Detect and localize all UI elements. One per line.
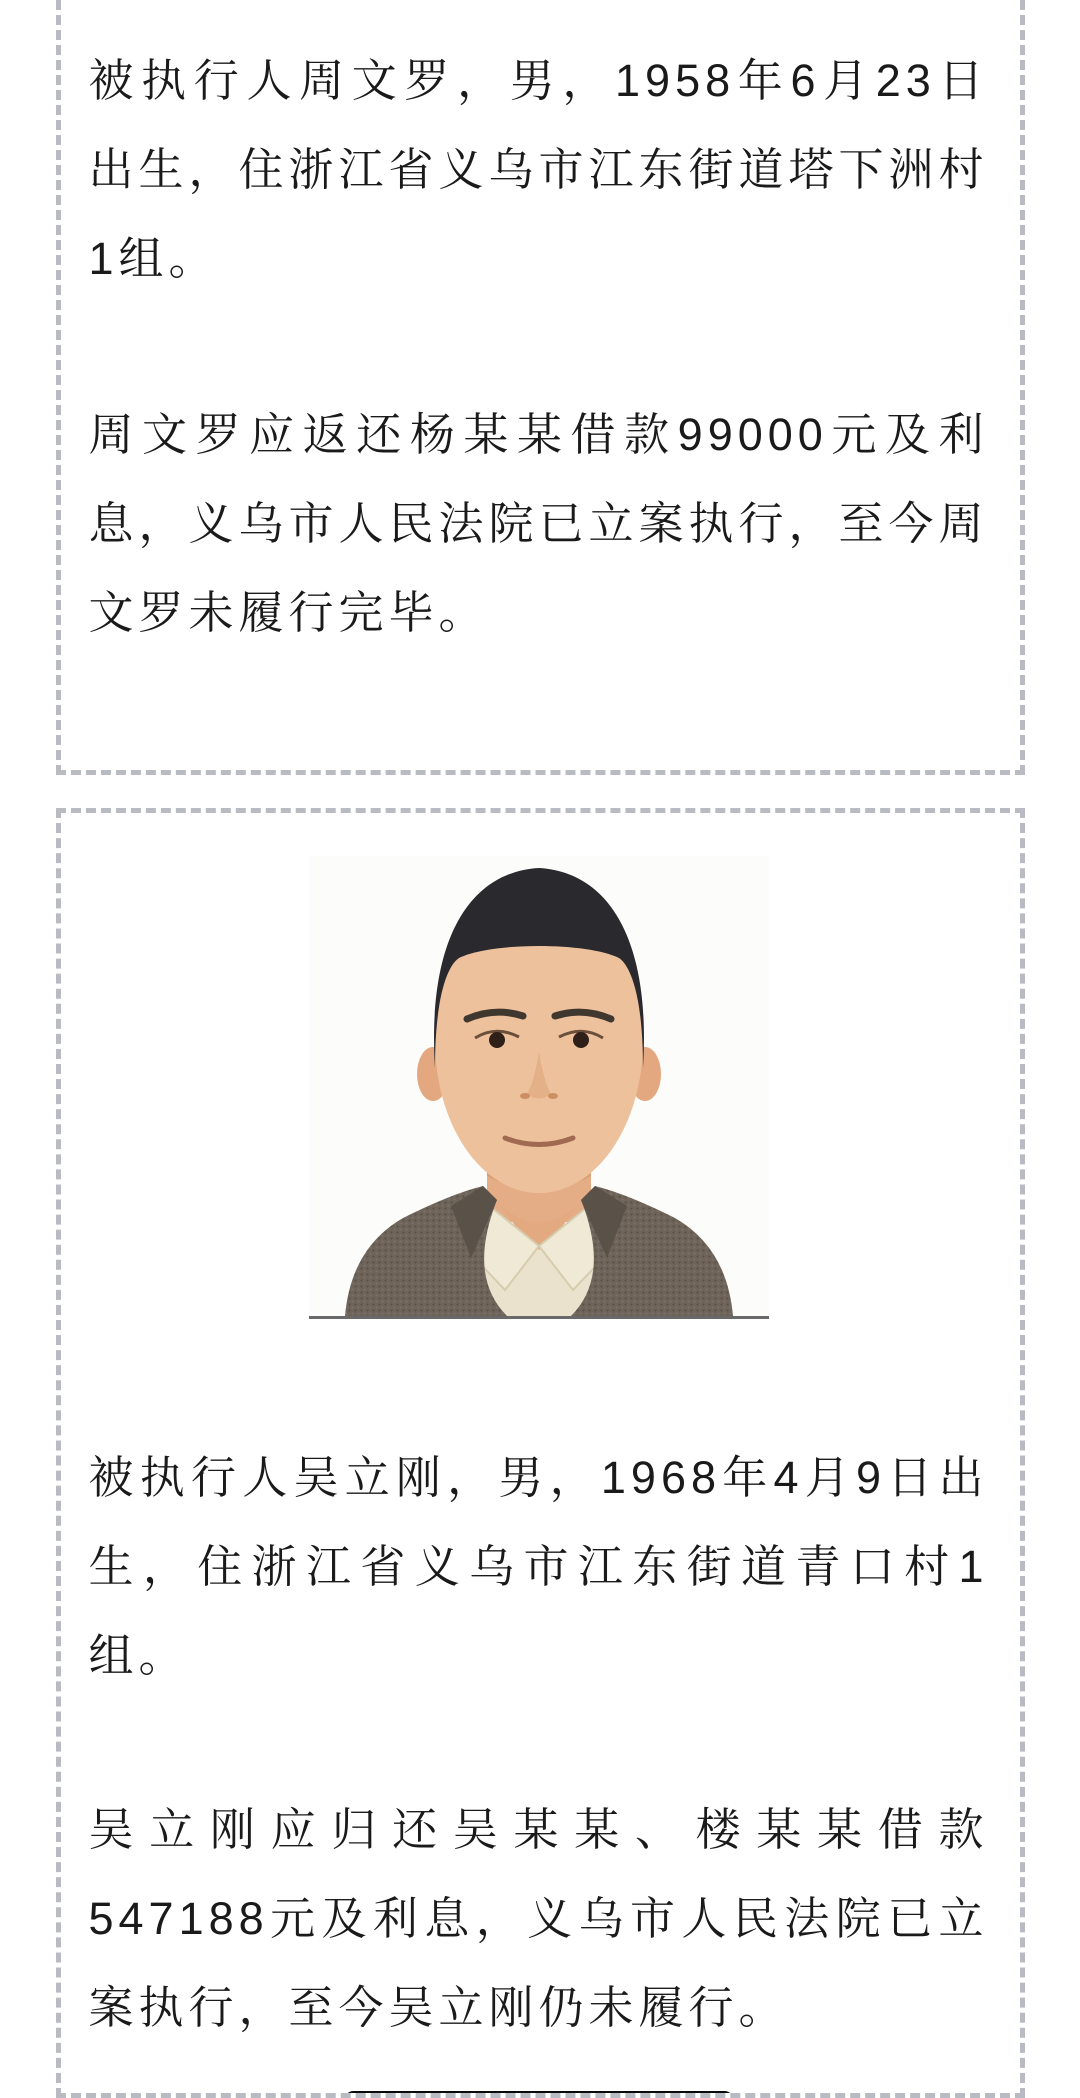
portrait-photo — [309, 856, 769, 1316]
case-info-paragraph: 吴立刚应归还吴某某、楼某某借款547188元及利息，义乌市人民法院已立案执行，至今吴立刚仍未履行。 — [88, 1804, 989, 2033]
notice-section-zhou — [56, 0, 1025, 775]
notice-section-wu — [56, 808, 1025, 2098]
case-info-paragraph: 周文罗应返还杨某某借款99000元及利息，义乌市人民法院已立案执行，至今周文罗未履行完毕。 — [88, 409, 989, 638]
bottom-divider-bar — [344, 2091, 734, 2098]
debtor-bio-paragraph: 被执行人吴立刚，男，1968年4月9日出生，住浙江省义乌市江东街道青口村1组。 — [88, 1452, 989, 1681]
debtor-bio-paragraph: 被执行人周文罗，男，1958年6月23日出生，住浙江省义乌市江东街道塔下洲村1组。 — [88, 55, 989, 284]
debtor-portrait-photo[interactable] — [309, 856, 769, 1319]
section-gap — [0, 775, 1080, 808]
